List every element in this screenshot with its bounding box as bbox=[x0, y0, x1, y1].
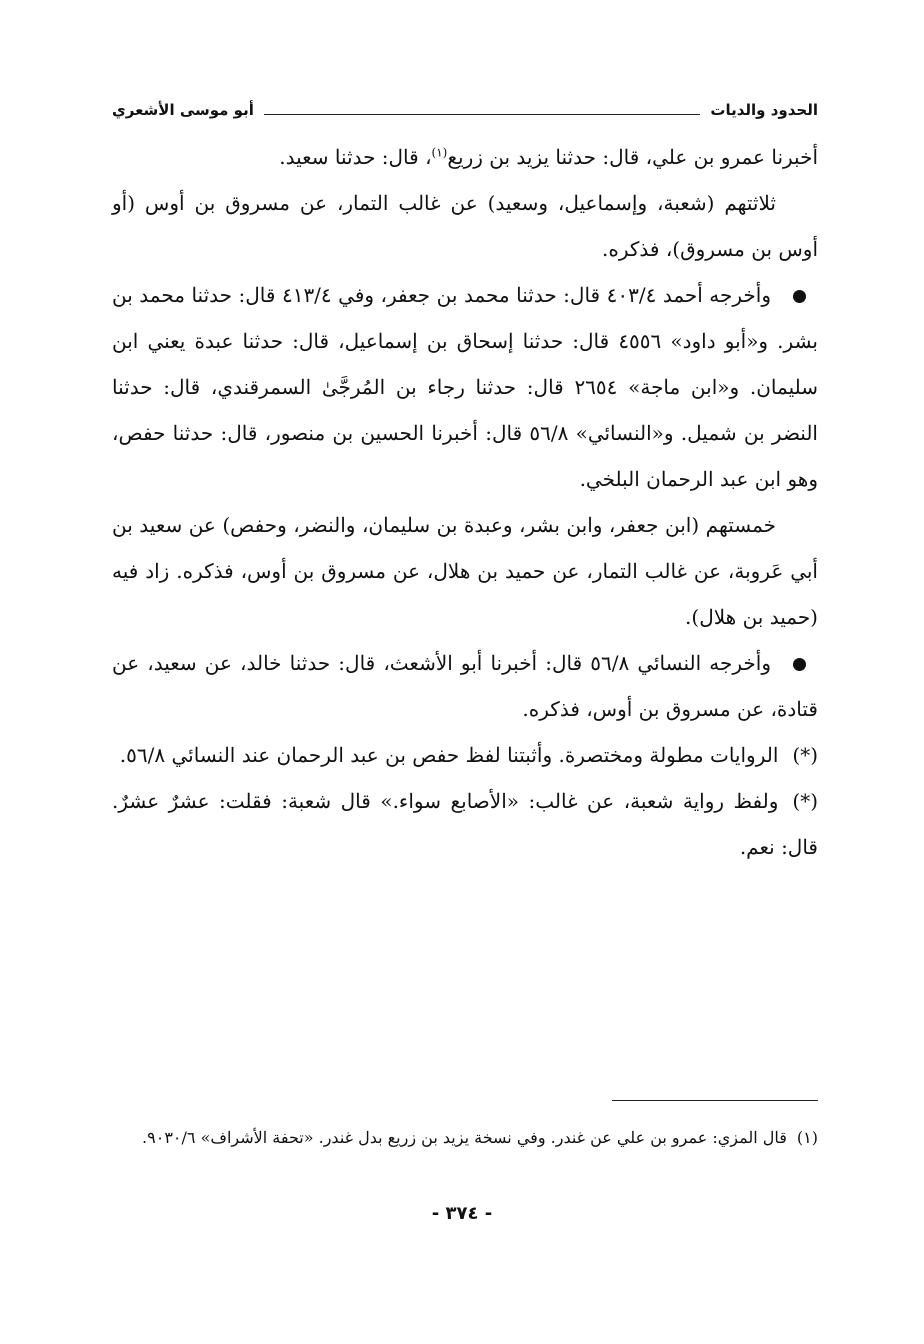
header-section-title: أبو موسى الأشعري bbox=[112, 101, 254, 119]
page-number: - ٣٧٤ - bbox=[431, 1203, 493, 1224]
paragraph-2: ثلاثتهم (شعبة، وإسماعيل، وسعيد) عن غالب التمار، عن مسروق بن أوس (أو أوس بن مسروق)، فذكره. bbox=[112, 191, 818, 261]
body-text bbox=[112, 134, 818, 870]
paragraph-7 bbox=[112, 778, 818, 870]
footnote bbox=[112, 1122, 818, 1154]
paragraph-3-text: وأخرجه أحمد ٤٠٣/٤ قال: حدثنا محمد بن جعفر، وفي ٤١٣/٤ قال: حدثنا محمد بن بشر. و«أبو داود» ٤٥٥٦ قال: حدثنا إسحاق بن إسماعيل، قال: حدثنا عبدة يعني ابن سليمان. و«ابن ماجة» ٢٦٥٤ قال: حدثنا رجاء بن المُرجَّىٰ السمرقندي، قال: حدثنا النضر بن شميل. و«النسائي» ٥٦/٨ قال: أخبرنا الحسين بن منصور، قال: حدثنا حفص، وهو ابن عبد الرحمان البلخي. bbox=[112, 283, 818, 491]
footnote-reference[interactable]: (١) bbox=[431, 145, 448, 160]
paragraph-5-text: وأخرجه النسائي ٥٦/٨ قال: أخبرنا أبو الأشعث، قال: حدثنا خالد، عن سعيد، عن قتادة، عن مسروق بن أوس، فذكره. bbox=[112, 651, 818, 721]
paragraph-1-text: أخبرنا عمرو بن علي، قال: حدثنا يزيد بن زريع bbox=[447, 145, 818, 169]
note-mark: (*) bbox=[792, 789, 818, 813]
paragraph-1-text-end: ، قال: حدثنا سعيد. bbox=[279, 145, 432, 169]
footnote-divider bbox=[612, 1100, 818, 1101]
paragraph-3 bbox=[112, 272, 818, 502]
paragraph-6-text: الروايات مطولة ومختصرة. وأثبتنا لفظ حفص بن عبد الرحمان عند النسائي ٥٦/٨. bbox=[119, 743, 779, 767]
footnote-entry bbox=[112, 1122, 818, 1154]
paragraph-7-text: ولفظ رواية شعبة، عن غالب: «الأصابع سواء.» قال شعبة: فقلت: عشرٌ عشرٌ. قال: نعم. bbox=[112, 789, 818, 859]
bullet-icon bbox=[793, 290, 806, 303]
paragraph-5 bbox=[112, 640, 818, 732]
footnote-number: (١) bbox=[796, 1128, 818, 1147]
paragraph-6 bbox=[112, 732, 818, 778]
footnote-text: قال المزي: عمرو بن علي عن غندر. وفي نسخة يزيد بن زريع بدل غندر. «تحفة الأشراف» ٩٠٣٠/٦. bbox=[142, 1128, 787, 1147]
header-rule bbox=[264, 114, 701, 115]
header-chapter-title: الحدود والديات bbox=[710, 101, 818, 119]
note-mark: (*) bbox=[792, 743, 818, 767]
paragraph-1 bbox=[112, 134, 818, 180]
paragraph-4: خمستهم (ابن جعفر، وابن بشر، وعبدة بن سليمان، والنضر، وحفص) عن سعيد بن أبي عَروبة، عن غالب التمار، عن حميد بن هلال، عن مسروق بن أوس، فذكره. زاد فيه (حميد بن هلال). bbox=[112, 513, 818, 629]
bullet-icon bbox=[793, 658, 806, 671]
running-header bbox=[112, 94, 818, 122]
